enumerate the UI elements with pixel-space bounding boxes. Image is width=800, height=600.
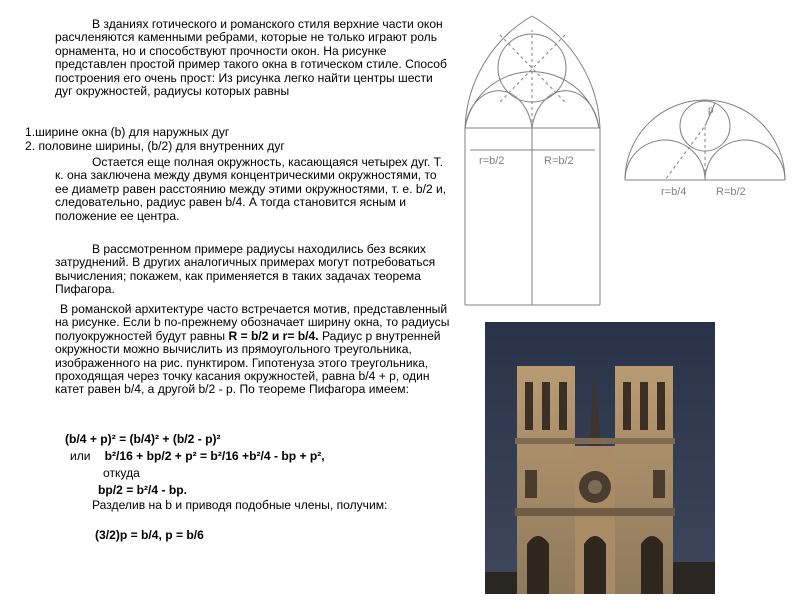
formula-expanded: b²/16 + bp/2 + p² = b²/16 +b²/4 - bp + p², — [104, 449, 325, 463]
formula-result: (3/2)p = b/4, p = b/6 — [95, 528, 204, 542]
formula-whence-word: откуда — [103, 466, 140, 480]
gothic-window-figure — [455, 10, 615, 310]
gothic-label-left: r=b/2 — [479, 155, 505, 167]
formula-pythagoras: (b/4 + p)² = (b/4)² + (b/2 - p)² — [65, 432, 221, 446]
radius-formula: R = b/2 и r= b/4. — [228, 328, 319, 343]
left-inner-semicircle — [625, 140, 705, 180]
right-inner-semicircle — [705, 140, 785, 180]
paragraph-romanesque-start: В романской архитектуре часто встречается мотив, представленный на рисунке. Если b по-прежнему обозначает ширину окна, то радиусы полуокружностей будут равны — [55, 302, 450, 343]
paragraph-romanesque — [55, 303, 460, 397]
gothic-label-right: R=b/2 — [544, 155, 574, 167]
paragraph-full-circle: Остается еще полная окружность, касающаяся четырех дуг. Т. к. она заключена между двумя концентрическими окружностями, то ее диаметр равен расстоянию между этими окружностями, т. е. b/2 и, следовательно, радиус равен b/4. А тогда становится ясным и положение ее центра. — [55, 155, 447, 223]
roman-label-p: p — [708, 105, 714, 116]
roman-label-right: R=b/2 — [716, 186, 746, 198]
roman-label-left: r=b/4 — [661, 186, 687, 198]
paragraph-romanesque-end: Радиус р внутренней окружности можно вычислить из прямоугольного треугольника, изображенного на рис. пунктиром. Гипотенуза этого треугольника, проходящая через точку касания окружностей, равна b/4 + р, один катет равен b/4, а другой b/2 - р. По теореме Пифагора имеем: — [55, 328, 441, 397]
list-item-inner-arcs: 2. половине ширины, (b/2) для внутренних дуг — [25, 139, 285, 153]
inner-arc-right-small — [532, 91, 599, 128]
formula-or-word: или — [70, 449, 91, 463]
pythagoras-triangle — [665, 126, 705, 180]
romanesque-window-figure — [615, 95, 795, 205]
paragraph-gothic-intro: В зданиях готического и романского стиля верхние части окон расчленяются каменными ребрами, которые не только играют роль орнамента, но и способствуют прочности окон. На рисунке представлен простой пример такого окна в готическом стиле. Способ построения его очень прост: Из рисунка легко найти центры шести дуг окружностей, радиусы которых равны — [55, 17, 447, 99]
formula-simplified: bp/2 = b²/4 - bp. — [98, 483, 188, 497]
list-item-outer-arcs: 1.ширине окна (b) для наружных дуг — [25, 125, 230, 139]
paragraph-dividing: Разделив на b и приводя подобные члены, получим: — [92, 498, 388, 512]
inner-arc-left-small — [465, 91, 532, 128]
paragraph-pythagoras-intro: В рассмотренном примере радиусы находились без всяких затруднений. В других аналогичных примерах могут потребоваться вычисления; покажем, как применяется в таких задачах теорема Пифагора. — [55, 242, 436, 297]
notre-dame-photo — [485, 322, 715, 594]
formula-expanded-line — [70, 450, 325, 463]
